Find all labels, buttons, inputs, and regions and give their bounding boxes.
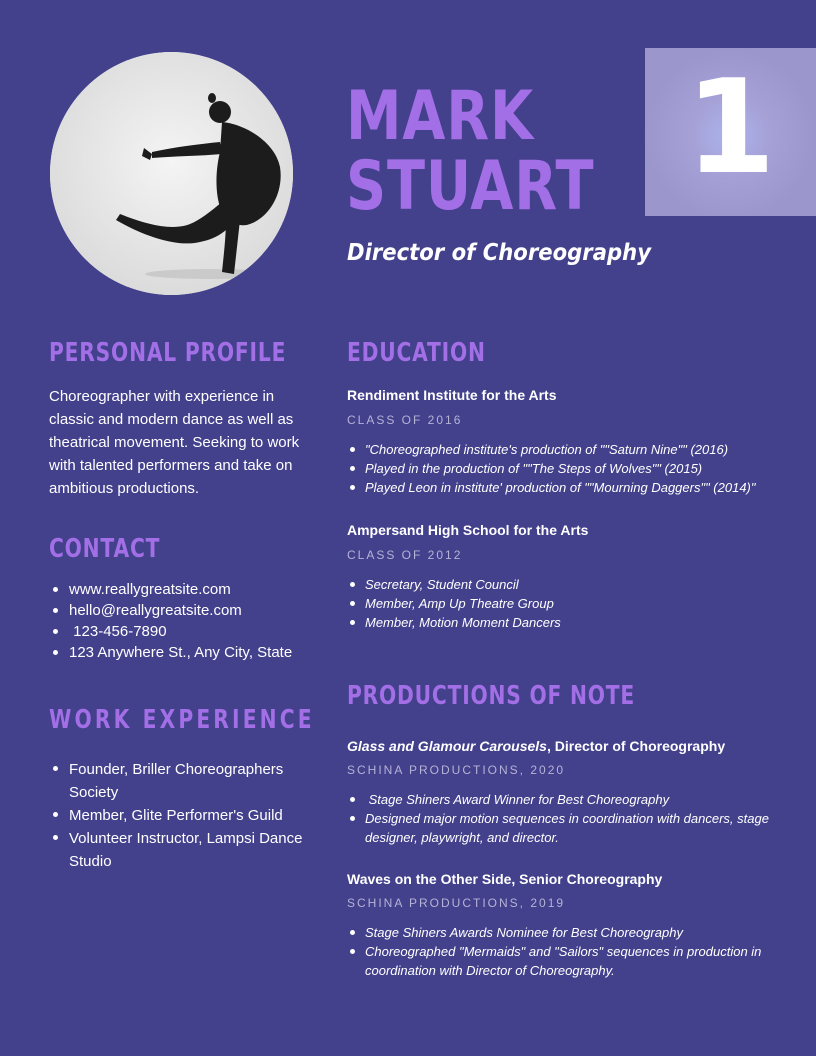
productions-heading: PRODUCTIONS OF NOTE — [347, 681, 636, 711]
contact-website[interactable]: www.reallygreatsite.com — [69, 579, 329, 600]
production-role: , Director of Choreography — [546, 738, 726, 754]
production-items — [347, 790, 780, 847]
number-badge — [645, 48, 816, 216]
production-title — [347, 738, 725, 754]
work-item: Founder, Briller Choreographers Society — [69, 758, 314, 804]
work-heading: WORK EXPERIENCE — [49, 705, 315, 735]
school-items — [347, 575, 785, 632]
contact-email[interactable]: hello@reallygreatsite.com — [69, 600, 329, 621]
production-title: Waves on the Other Side, Senior Choreography — [347, 871, 663, 887]
production-company: SCHINA PRODUCTIONS, 2019 — [347, 896, 566, 910]
first-name: MARK — [346, 77, 535, 156]
contact-address: 123 Anywhere St., Any City, State — [69, 642, 329, 663]
profile-text: Choreographer with experience in classic and modern dance as well as theatrical movement. Seeking to work with talented performers and take on ambitious productions. — [49, 388, 300, 497]
profile-heading: PERSONAL PROFILE — [49, 338, 287, 368]
last-name: STUART — [346, 147, 595, 226]
job-title: Director of Choreography — [347, 240, 652, 266]
school-item: "Choreographed institute's production of ""Saturn Nine"" (2016) — [365, 440, 785, 459]
production-item: Stage Shiners Award Winner for Best Choreography — [365, 790, 780, 809]
contact-list — [49, 579, 329, 663]
contact-phone: 123-456-7890 — [69, 621, 329, 642]
badge-number: 1 — [685, 51, 776, 203]
school-items — [347, 440, 785, 497]
work-list — [49, 758, 314, 873]
school-item: Member, Amp Up Theatre Group — [365, 594, 785, 613]
school-item: Member, Motion Moment Dancers — [365, 613, 785, 632]
school-class: CLASS OF 2012 — [347, 548, 463, 562]
work-item: Member, Glite Performer's Guild — [69, 804, 314, 827]
school-item: Secretary, Student Council — [365, 575, 785, 594]
education-heading: EDUCATION — [347, 338, 486, 368]
profile-photo — [50, 52, 293, 295]
production-item: Designed major motion sequences in coordination with dancers, stage designer, playwright, and director. — [365, 809, 780, 847]
production-company: SCHINA PRODUCTIONS, 2020 — [347, 763, 566, 777]
name-heading — [346, 77, 595, 226]
production-name: Glass and Glamour Carousels — [347, 738, 547, 754]
school-name: Rendiment Institute for the Arts — [347, 387, 557, 403]
contact-heading: CONTACT — [49, 534, 161, 564]
production-item: Stage Shiners Awards Nominee for Best Choreography — [365, 923, 780, 942]
school-item: Played in the production of ""The Steps of Wolves"" (2015) — [365, 459, 785, 478]
school-item: Played Leon in institute' production of ""Mourning Daggers"" (2014)" — [365, 478, 785, 497]
school-name: Ampersand High School for the Arts — [347, 522, 589, 538]
school-class: CLASS OF 2016 — [347, 413, 463, 427]
production-items — [347, 923, 780, 980]
work-item: Volunteer Instructor, Lampsi Dance Studio — [69, 827, 314, 873]
production-item: Choreographed "Mermaids" and "Sailors" sequences in production in coordination with Director of Choreography. — [365, 942, 780, 980]
